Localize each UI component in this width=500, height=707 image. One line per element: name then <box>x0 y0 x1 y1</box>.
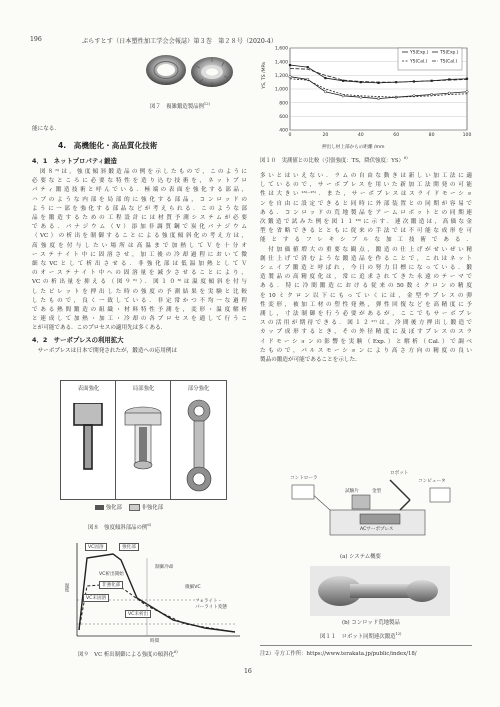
text-line: 造製品の高精度化は，常に追求されてきた永遠のテーマで <box>260 274 472 281</box>
chart10-ytick: 600 <box>279 114 288 120</box>
figure-11b <box>310 566 450 616</box>
section-4-1-body <box>32 168 247 334</box>
text-line: シェイプ鍛造と呼ばれ，今日の努力目標になっている．鍛 <box>260 265 472 272</box>
text-line: VCの析出量を抑える（図９⁶⁾）．図１０⁶⁾は温度傾斜を付与 <box>32 279 247 286</box>
figure-10-caption: 図１０ 実測値との比較（引張強度：TS，降伏強度：YS）$^{6)}$ <box>260 156 408 164</box>
fig9-time-axis: 時間 <box>150 639 160 644</box>
chart10-point <box>448 92 450 94</box>
chart10-xtick: 20 <box>322 133 329 138</box>
figure-9-caption: 図９ VC 析出制御による強度の傾斜化$^{6)}$ <box>78 650 178 658</box>
chart10-xlabel: 押出し材上部からの距離 /mm <box>322 145 385 150</box>
chart10-point <box>466 91 468 93</box>
text-line: ハブのような内部を局部的に強化する部品，コンロッドの <box>32 196 247 203</box>
text-line: たもので，パルスモーションにより高さ方向の精度の良い <box>260 347 472 354</box>
panel-label-surface: 表面強化 <box>77 386 100 392</box>
chart10-ytick: 1,400 <box>274 60 288 66</box>
legend-weak-label: 非強化部 <box>141 505 164 511</box>
chart10-legend-label: TS(Cal.) <box>440 59 458 65</box>
text-line: スの活用が期待できる．図１２¹⁷⁾は，冷間後方押出し鍛造で <box>260 320 472 327</box>
text-line: 型を省略できるとともに従来の手法では不可能な成形を可 <box>260 228 472 235</box>
text-line: と連成して加熱・加工・冷却の各プロセスを通して行うこ <box>32 316 247 323</box>
text-line: ある．特に冷間鍛造における従来の50数ミクロンの精度 <box>260 283 472 290</box>
fig11-sub-b: (b) コンロッド荒地製品 <box>342 620 400 626</box>
text-line: サーボプレスは日本で開発されたが，鍛造への応用例は <box>32 348 178 354</box>
fig9-ferrite: フェライト・ パーライト変態 <box>195 599 228 610</box>
legend-weak-swatch <box>129 504 140 511</box>
fig9-vc-unprecip: VC未析出 <box>125 610 151 618</box>
chart10-point <box>324 91 326 93</box>
fig9-vc-precip-start: VC析出開始 <box>99 572 124 577</box>
chart10-point <box>289 64 291 66</box>
chart10-xtick: 100 <box>462 133 472 138</box>
fig9-temp-axis: 温度 <box>64 583 69 593</box>
text-line: 付加価値増大の重要な観点，鍛造の仕上げがせいぜい精 <box>260 246 472 253</box>
text-line: とが可能である．このプロセスの適用先は多くある． <box>32 325 167 332</box>
text-line: である．バナジウム（V）添加非調質鋼で炭化バナジウム <box>32 224 247 231</box>
fig9-vc-solid: VC固溶 <box>85 543 107 551</box>
fig9-fine-vc: 微細VC <box>185 585 201 590</box>
text-line: 測し，寸法制御を行う必要があるが，ここでもサーボプレ <box>260 311 472 318</box>
text-line: ように一部を強化する部品などが考えられる．このような部 <box>32 205 247 212</box>
text-line: ある．コンロッドの荒地製品をアームロボットとの同期連 <box>260 209 472 216</box>
journal-header: ぷらすとす（日本塑性加工学会会報誌）第３巻 第２８号（2020-4） <box>82 38 278 45</box>
text-line: パティ鍛造技術と呼んでいる．極端の表面を強化する部品， <box>32 187 247 194</box>
chart10-legend-label: YS(Cal.) <box>410 59 428 65</box>
fig11-sub-a: (a) システム概要 <box>340 554 381 560</box>
fig11-controller: コントローラ <box>290 476 318 481</box>
text-line: ーステナイト中に固溶させ，加工後の冷却過程において微 <box>32 251 247 258</box>
text-line: 製品の鍛造が可能であることを示した． <box>260 357 361 364</box>
chart10-point <box>307 66 309 68</box>
chart10-point <box>342 95 344 97</box>
figure-11a <box>290 470 460 550</box>
fig11-robot: ロボット <box>390 471 409 476</box>
chart10-ytick: 1,000 <box>274 87 288 93</box>
figure-10-chart <box>262 42 472 152</box>
text-line: 能とするフレキシブルな加工技術である． <box>260 237 472 244</box>
figure-8-panel-surface <box>60 380 117 500</box>
chart10-point <box>324 77 326 79</box>
text-line: イドモーションの影響を実験（Exp.）と解析（Cal.）で調べ <box>260 338 472 345</box>
chart10-point <box>289 76 291 78</box>
section-4-1-title: 4．1 ネットプロパティ鍛造 <box>32 157 117 165</box>
figure-8 <box>60 380 225 520</box>
right-col-body <box>260 172 472 365</box>
text-line: である熱間鍛造の組織・材料特性予測を，変形・温度解析 <box>32 307 247 314</box>
text-line: 細なVCとして析出させる．非強化部は低温加熱としてＶ <box>32 261 247 268</box>
chart10-ytick: 1,200 <box>274 73 288 79</box>
chart10-point <box>360 96 362 98</box>
chart10-ytick: 1,600 <box>274 46 288 52</box>
left-col-top: 能になる． <box>32 126 60 132</box>
figure-8-legend <box>95 503 163 511</box>
fig11-mold: 金型 <box>372 489 382 494</box>
panel-label-local: 局部強化 <box>132 386 155 392</box>
text-line: 創仕上げで済むような鍛造品を作ることで，これはネット <box>260 255 472 262</box>
fig11-servo: ACサーボプレス <box>360 527 394 532</box>
chart10-point <box>430 93 432 95</box>
text-line: ンを自由に設定できると同時に外部装置との同期が容易で <box>260 200 472 207</box>
text-line: しているので，サーボプレスを用いた新加工法開発の可能 <box>260 182 472 189</box>
chart10-ytick: 400 <box>279 128 288 134</box>
footnote: 注2）寺方工作所：https://www.terakata.jp/public/index/18/ <box>260 651 417 657</box>
text-line: カップ成形するとき，その外径精度に及ぼすプレスのスラ <box>260 329 472 336</box>
footnote-rule <box>260 645 472 646</box>
text-line: 図８⁶⁾は，強度傾斜鍛造品の例を示したもので，このように <box>32 169 247 175</box>
fig9-nonstrong: 非強化部 <box>99 581 123 589</box>
figure-8-panel-partial <box>170 380 227 500</box>
chart10-xtick: 0 <box>288 133 292 138</box>
figure-8-caption: 図８ 強度傾斜部品の例$^{6)}$ <box>88 523 152 531</box>
fig9-cooling: 制御冷却 <box>155 565 174 570</box>
chart10-xtick: 80 <box>428 133 435 138</box>
legend-strong-label: 強化部 <box>105 505 122 511</box>
chart10-xtick: 40 <box>357 133 364 138</box>
chart10-legend-label: TS(Exp.) <box>440 50 459 56</box>
section-4-2-title: 4．2 サーボプレスの利用拡大 <box>32 336 124 344</box>
section-4-2-body <box>32 347 247 356</box>
figure-11-caption: 図１１ ロボット同期連次鍛造$^{12)}$ <box>320 632 402 640</box>
fig9-strong: 強化部 <box>119 543 139 551</box>
text-line: のオーステナイト中への固溶量を減少させることにより， <box>32 270 247 277</box>
chart10-ylabel: YS, TS /MPa <box>262 62 267 89</box>
text-line: 必要なところに必要な特性を造り込む技術を，ネットプロ <box>32 178 247 185</box>
text-line: 品を鍛造するための工程設計には材質予測システムが必要 <box>32 215 247 222</box>
chart10-point <box>377 97 379 99</box>
figure-7-image <box>140 48 250 94</box>
text-line: 多いとはいえない．ラムの自由な動きは新しい加工法に適 <box>260 173 472 179</box>
chart10-legend-label: YS(Exp.) <box>410 50 429 56</box>
chart10-xtick: 60 <box>393 133 400 138</box>
chart10-ytick: 800 <box>279 101 288 107</box>
figure-9 <box>55 538 245 648</box>
figure-8-panel-local <box>115 380 172 500</box>
text-line: したビレットを押出した時の強度の予測結果を実験と比較 <box>32 288 247 295</box>
legend-strong-swatch <box>95 505 104 510</box>
text-line: を10ミクロン以下にもっていくには，金型やプレスの弾 <box>260 292 472 299</box>
text-line: （VC）の析出を制御することによる強度傾斜化の考え方は， <box>32 233 247 240</box>
text-line: 次鍛造で試みた例を図１１¹⁶⁾に示す．連次鍛造は，高価な金 <box>260 219 472 226</box>
text-line: 高強度を付与したい場所は高温まで加熱してＶを十分オ <box>32 242 247 249</box>
fig11-workpiece: 試験片 <box>345 489 359 494</box>
panel-label-partial: 部分強化 <box>187 386 210 392</box>
fig9-vc-sub: VC未固溶 <box>83 594 109 602</box>
section-4-title: 4. 高機能化・高品質化技術 <box>58 141 158 150</box>
footer-page: 16 <box>244 668 252 675</box>
page-number: 196 <box>30 36 42 43</box>
text-line: 性は大きい¹³⁾⁻¹⁵⁾．また，サーボプレスはスライドモーショ <box>260 191 472 198</box>
chart10-svg <box>262 42 472 152</box>
text-line: 性変形，被加工材の塑性発熱，弾性回復などを高精度に予 <box>260 301 472 308</box>
figure-7-caption: 図７ 複雑鍛造製品例$^{12)}$ <box>150 102 210 110</box>
text-line: したもので，良く一致している．非定常かつ不均一な過程 <box>32 297 247 304</box>
fig11-computer: コンピュータ <box>418 479 446 484</box>
